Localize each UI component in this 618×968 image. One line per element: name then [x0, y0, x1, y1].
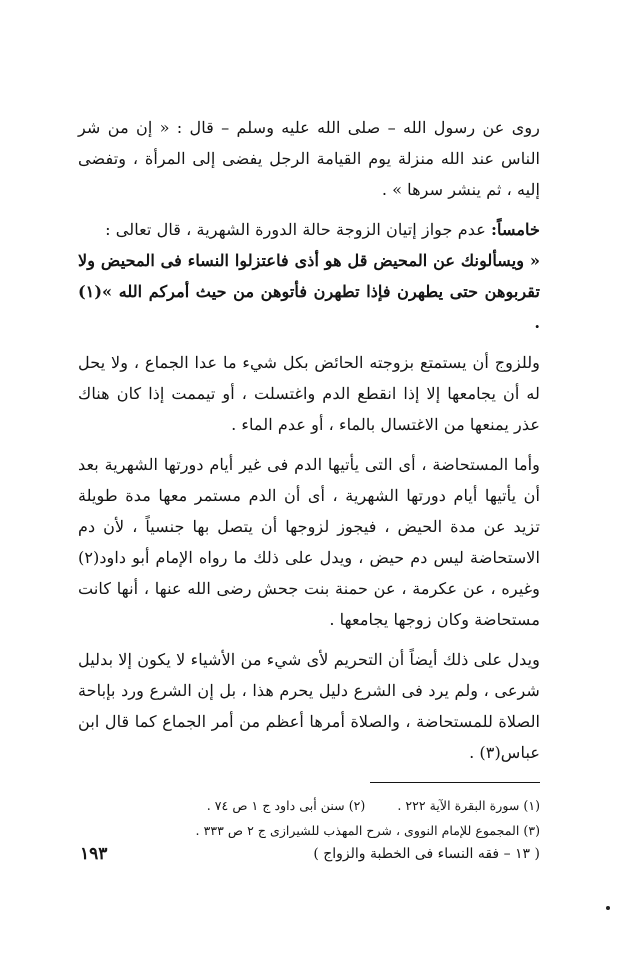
paragraph-mustahada: وأما المستحاضة ، أى التى يأتيها الدم فى غير أيام دورتها الشهرية بعد أن يأتيها أيام دورتها الشهرية ، أى أن الدم مستمر معها مدة طويلة تزيد عن مدة الحيض ، فيجوز لزوجها أن يتصل بها جنسياً ، لأن دم الاستحاضة ليس دم حيض ، ويدل على ذلك ما رواه الإمام أبو داود(٢) وغيره ، عن عكرمة ، عن حمنة بنت جحش رضى الله عنها ، أنها كانت مستحاضة وكان زوجها يجامعها .: [78, 455, 540, 629]
footnote-line-1: [78, 793, 540, 818]
fifth-text: عدم جواز إتيان الزوجة حالة الدورة الشهرية ، قال تعالى :: [105, 220, 492, 239]
footnote-2: (٢) سنن أبى داود ج ١ ص ٧٤ .: [206, 798, 366, 813]
page-body: [78, 112, 540, 843]
fifth-label: خامساً:: [491, 220, 540, 239]
running-title: ( ١٣ – فقه النساء فى الخطبة والزواج ): [313, 846, 540, 862]
paragraph-evidence: ويدل على ذلك أيضاً أن التحريم لأى شيء من الأشياء لا يكون إلا بدليل شرعى ، ولم يرد فى الشرع دليل يحرم هذا ، بل إن الشرع ورد بإباحة الصلاة للمستحاضة ، والصلاة أمرها أعظم من أمر الجماع كما قال ابن عباس(٣) .: [78, 650, 540, 762]
footnote-divider: [370, 782, 540, 783]
footnote-3: (٣) المجموع للإمام النووى ، شرح المهذب للشيرازى ج ٢ ص ٣٣٣ .: [195, 823, 540, 838]
quran-verse: « ويسألونك عن المحيض قل هو أذى فاعتزلوا النساء فى المحيض ولا تقربوهن حتى يطهرن فإذا تطهرن فأتوهن من حيث أمركم الله »(١) .: [78, 251, 540, 332]
paragraph-hadith: روى عن رسول الله – صلى الله عليه وسلم – قال : « إن من شر الناس عند الله منزلة يوم القيامة الرجل يفضى إلى المرأة ، وتفضى إليه ، ثم ينشر سرها » .: [78, 118, 540, 199]
page-footer: [78, 846, 540, 876]
page-number: ١٩٣: [80, 844, 108, 864]
scan-speck: [606, 906, 610, 910]
paragraph-husband: وللزوج أن يستمتع بزوجته الحائض بكل شيء ما عدا الجماع ، ولا يحل له أن يجامعها إلا إذا انقطع الدم واغتسلت ، أو تيممت إذا كان هناك عذر يمنعها من الاغتسال بالماء ، أو عدم الماء .: [78, 353, 540, 434]
footnote-1: (١) سورة البقرة الآية ٢٢٢ .: [397, 798, 540, 813]
paragraph-fifth: [78, 214, 540, 245]
